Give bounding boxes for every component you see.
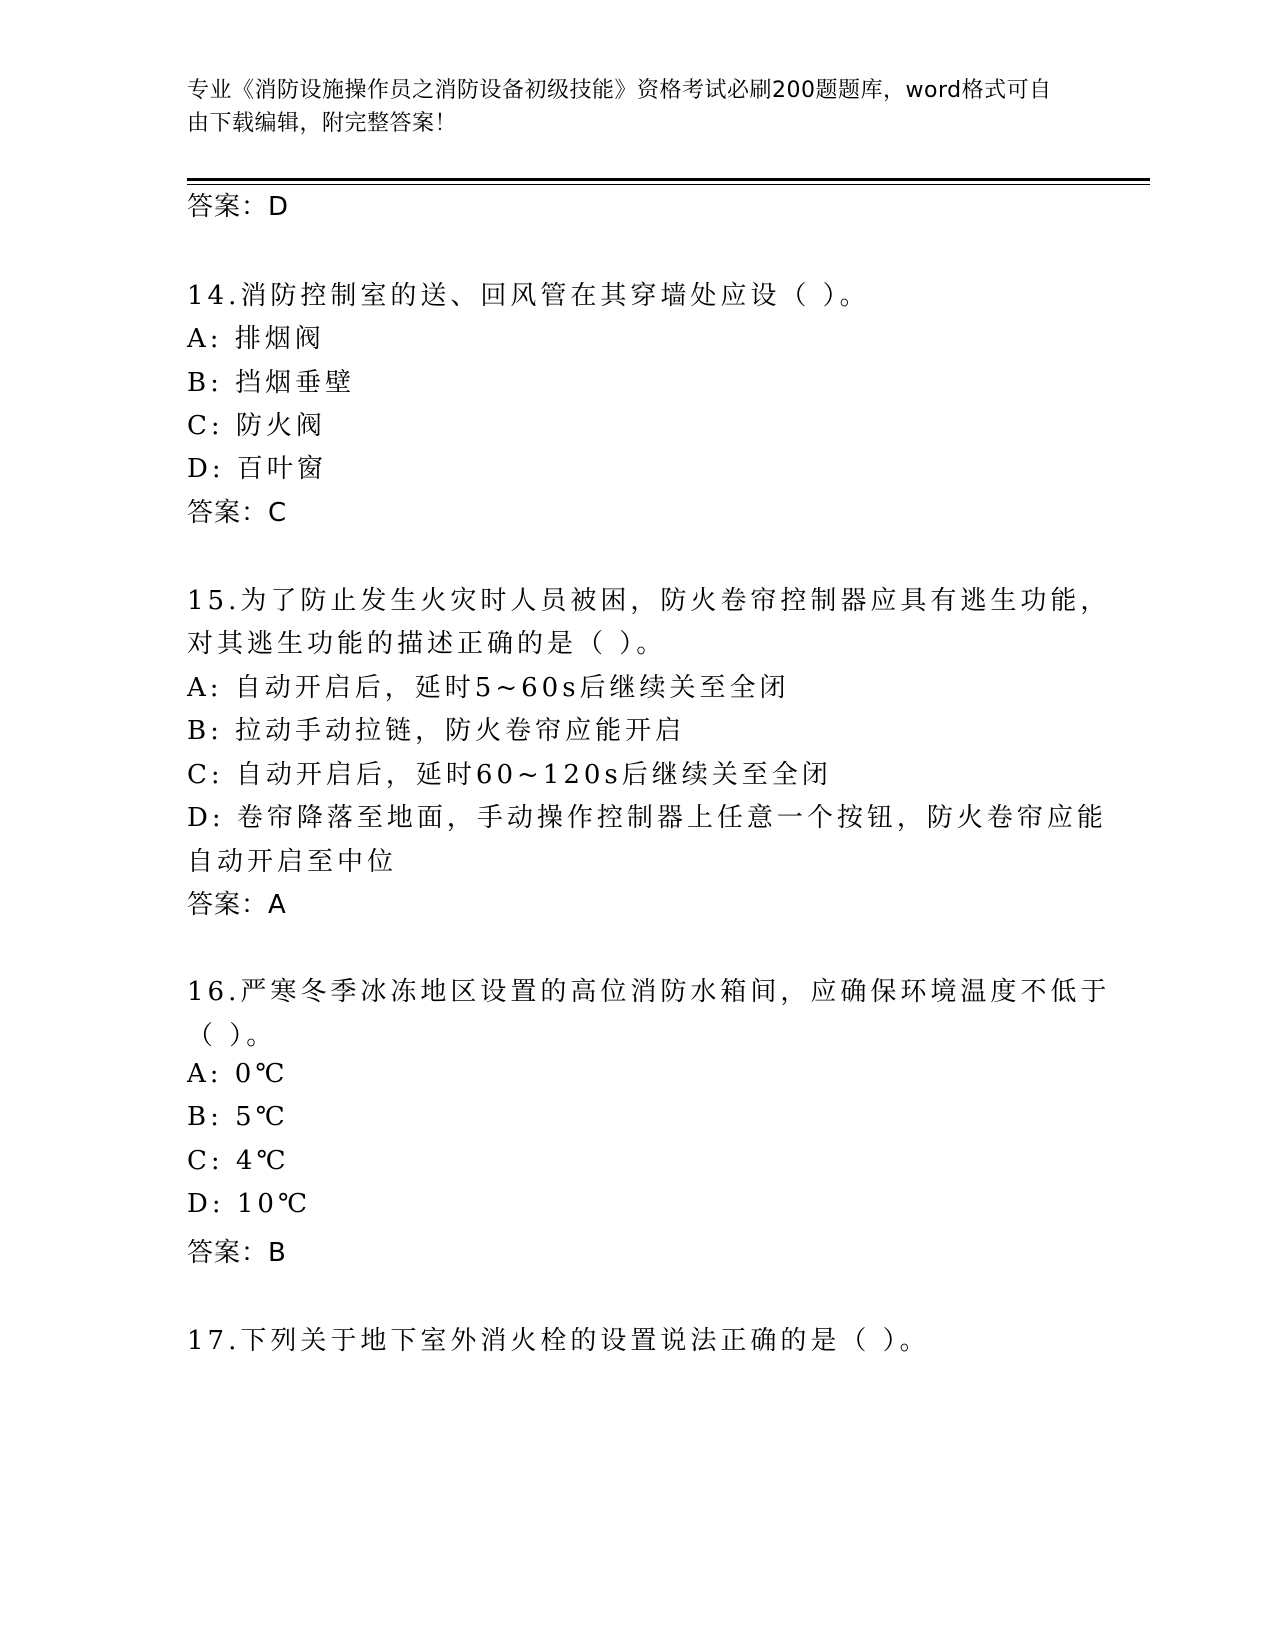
question-14-option-b: B: 挡烟垂壁 xyxy=(187,368,356,398)
question-15-option-b: B: 拉动手动拉链，防火卷帘应能开启 xyxy=(187,716,686,746)
question-15-answer: 答案：A xyxy=(187,890,287,920)
document-header: 专业《消防设施操作员之消防设备初级技能》资格考试必刷200题题库，word格式可自由下载编辑，附完整答案！ xyxy=(187,78,1052,136)
question-15-option-d-cont: 自动开启至中位 xyxy=(187,847,398,877)
question-14-option-c: C: 防火阀 xyxy=(187,411,326,441)
question-16-stem-line-1: 16.严寒冬季冰冻地区设置的高位消防水箱间，应确保环境温度不低于 xyxy=(187,977,1111,1007)
question-15-stem-line-1: 15.为了防止发生火灾时人员被困，防火卷帘控制器应具有逃生功能， xyxy=(187,586,1111,616)
question-16-answer: 答案：B xyxy=(187,1238,287,1268)
header-rule-thin xyxy=(187,184,1150,185)
question-14-stem: 14.消防控制室的送、回风管在其穿墙处应设（ ）。 xyxy=(187,281,870,311)
question-16-option-c: C: 4℃ xyxy=(187,1146,290,1176)
question-14-option-d: D: 百叶窗 xyxy=(187,454,327,484)
question-15-option-d: D: 卷帘降落至地面，手动操作控制器上任意一个按钮，防火卷帘应能 xyxy=(187,803,1107,833)
question-14-option-a: A: 排烟阀 xyxy=(187,324,325,354)
previous-answer: 答案：D xyxy=(187,192,290,222)
header-rule-thick xyxy=(187,178,1150,181)
question-16-stem-line-2: （ ）。 xyxy=(187,1021,277,1051)
question-15-option-c: C: 自动开启后，延时60~120s后继续关至全闭 xyxy=(187,760,832,790)
question-16-option-d: D: 10℃ xyxy=(187,1189,312,1219)
question-15-stem-line-2: 对其逃生功能的描述正确的是（ ）。 xyxy=(187,629,667,659)
question-16-option-a: A: 0℃ xyxy=(187,1059,289,1089)
question-16-option-b: B: 5℃ xyxy=(187,1102,289,1132)
question-17-stem: 17.下列关于地下室外消火栓的设置说法正确的是（ ）。 xyxy=(187,1326,930,1356)
question-15-option-a: A: 自动开启后，延时5~60s后继续关至全闭 xyxy=(187,673,790,703)
question-14-answer: 答案：C xyxy=(187,498,288,528)
